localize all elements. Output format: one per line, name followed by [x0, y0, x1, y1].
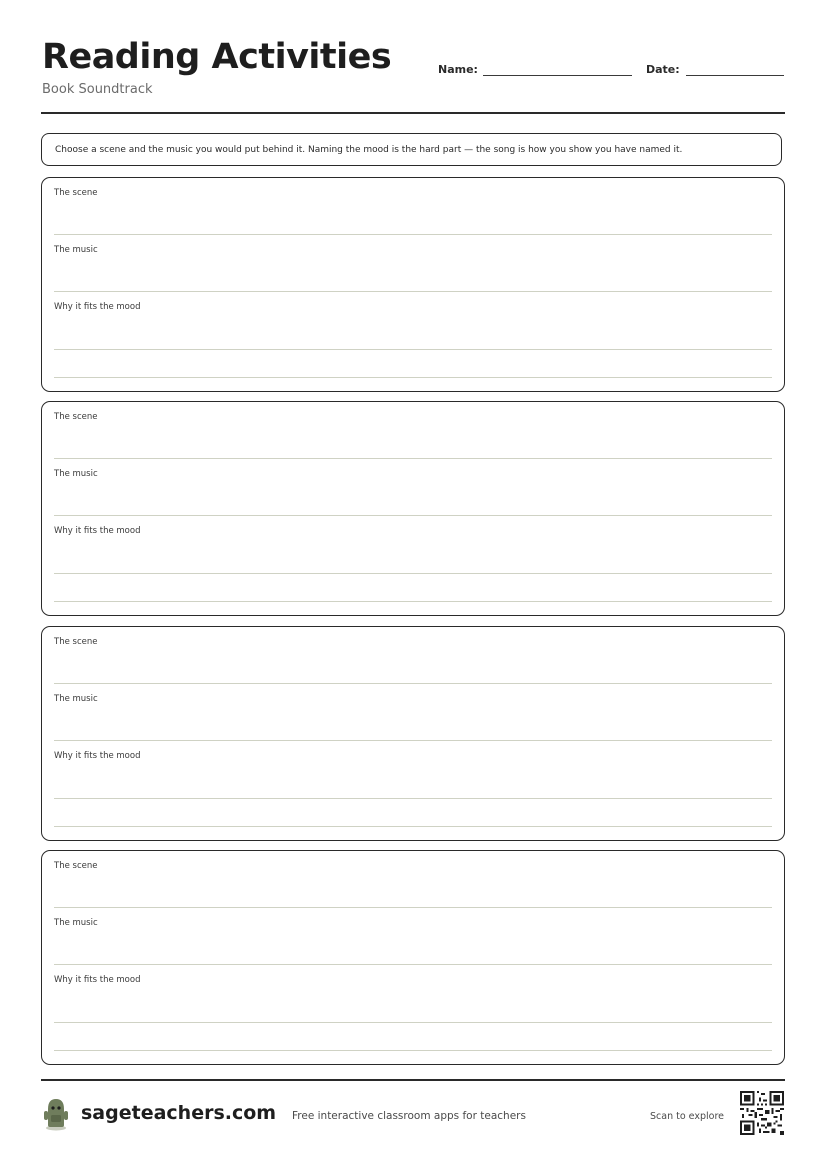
why-answer-line[interactable]: [54, 1022, 772, 1023]
name-label: Name:: [438, 63, 478, 76]
name-field[interactable]: [483, 75, 632, 76]
music-answer-line[interactable]: [54, 515, 772, 516]
scene-label: The scene: [54, 861, 98, 871]
page-title: Reading Activities: [42, 37, 392, 77]
music-answer-line[interactable]: [54, 740, 772, 741]
music-answer-line[interactable]: [54, 964, 772, 965]
scene-label: The scene: [54, 637, 98, 647]
why-answer-line[interactable]: [54, 798, 772, 799]
why-answer-line[interactable]: [54, 377, 772, 378]
instructions-box: Choose a scene and the music you would put behind it. Naming the mood is the hard part — the song is how you show you have named it.: [41, 133, 782, 166]
footer-divider: [41, 1079, 785, 1081]
activity-card: [41, 401, 785, 616]
music-label: The music: [54, 918, 98, 928]
activity-card: [41, 850, 785, 1065]
why-label: Why it fits the mood: [54, 751, 141, 761]
music-label: The music: [54, 469, 98, 479]
why-answer-line[interactable]: [54, 1050, 772, 1051]
why-answer-line[interactable]: [54, 349, 772, 350]
music-label: The music: [54, 245, 98, 255]
why-label: Why it fits the mood: [54, 302, 141, 312]
why-answer-line[interactable]: [54, 573, 772, 574]
qr-code-icon: [740, 1091, 784, 1135]
page-subtitle: Book Soundtrack: [42, 82, 153, 97]
scan-label: Scan to explore: [650, 1111, 724, 1122]
music-label: The music: [54, 694, 98, 704]
scene-answer-line[interactable]: [54, 683, 772, 684]
activity-card: [41, 626, 785, 841]
scene-answer-line[interactable]: [54, 907, 772, 908]
header-divider: [41, 112, 785, 114]
scene-label: The scene: [54, 412, 98, 422]
activity-card: [41, 177, 785, 392]
scene-label: The scene: [54, 188, 98, 198]
date-field[interactable]: [686, 75, 784, 76]
why-answer-line[interactable]: [54, 826, 772, 827]
scene-answer-line[interactable]: [54, 458, 772, 459]
why-label: Why it fits the mood: [54, 975, 141, 985]
why-answer-line[interactable]: [54, 601, 772, 602]
why-label: Why it fits the mood: [54, 526, 141, 536]
date-label: Date:: [646, 63, 680, 76]
footer-tagline: Free interactive classroom apps for teachers: [292, 1110, 526, 1122]
brand-name[interactable]: sageteachers.com: [81, 1102, 277, 1124]
scene-answer-line[interactable]: [54, 234, 772, 235]
music-answer-line[interactable]: [54, 291, 772, 292]
sage-logo-icon: [42, 1095, 70, 1131]
